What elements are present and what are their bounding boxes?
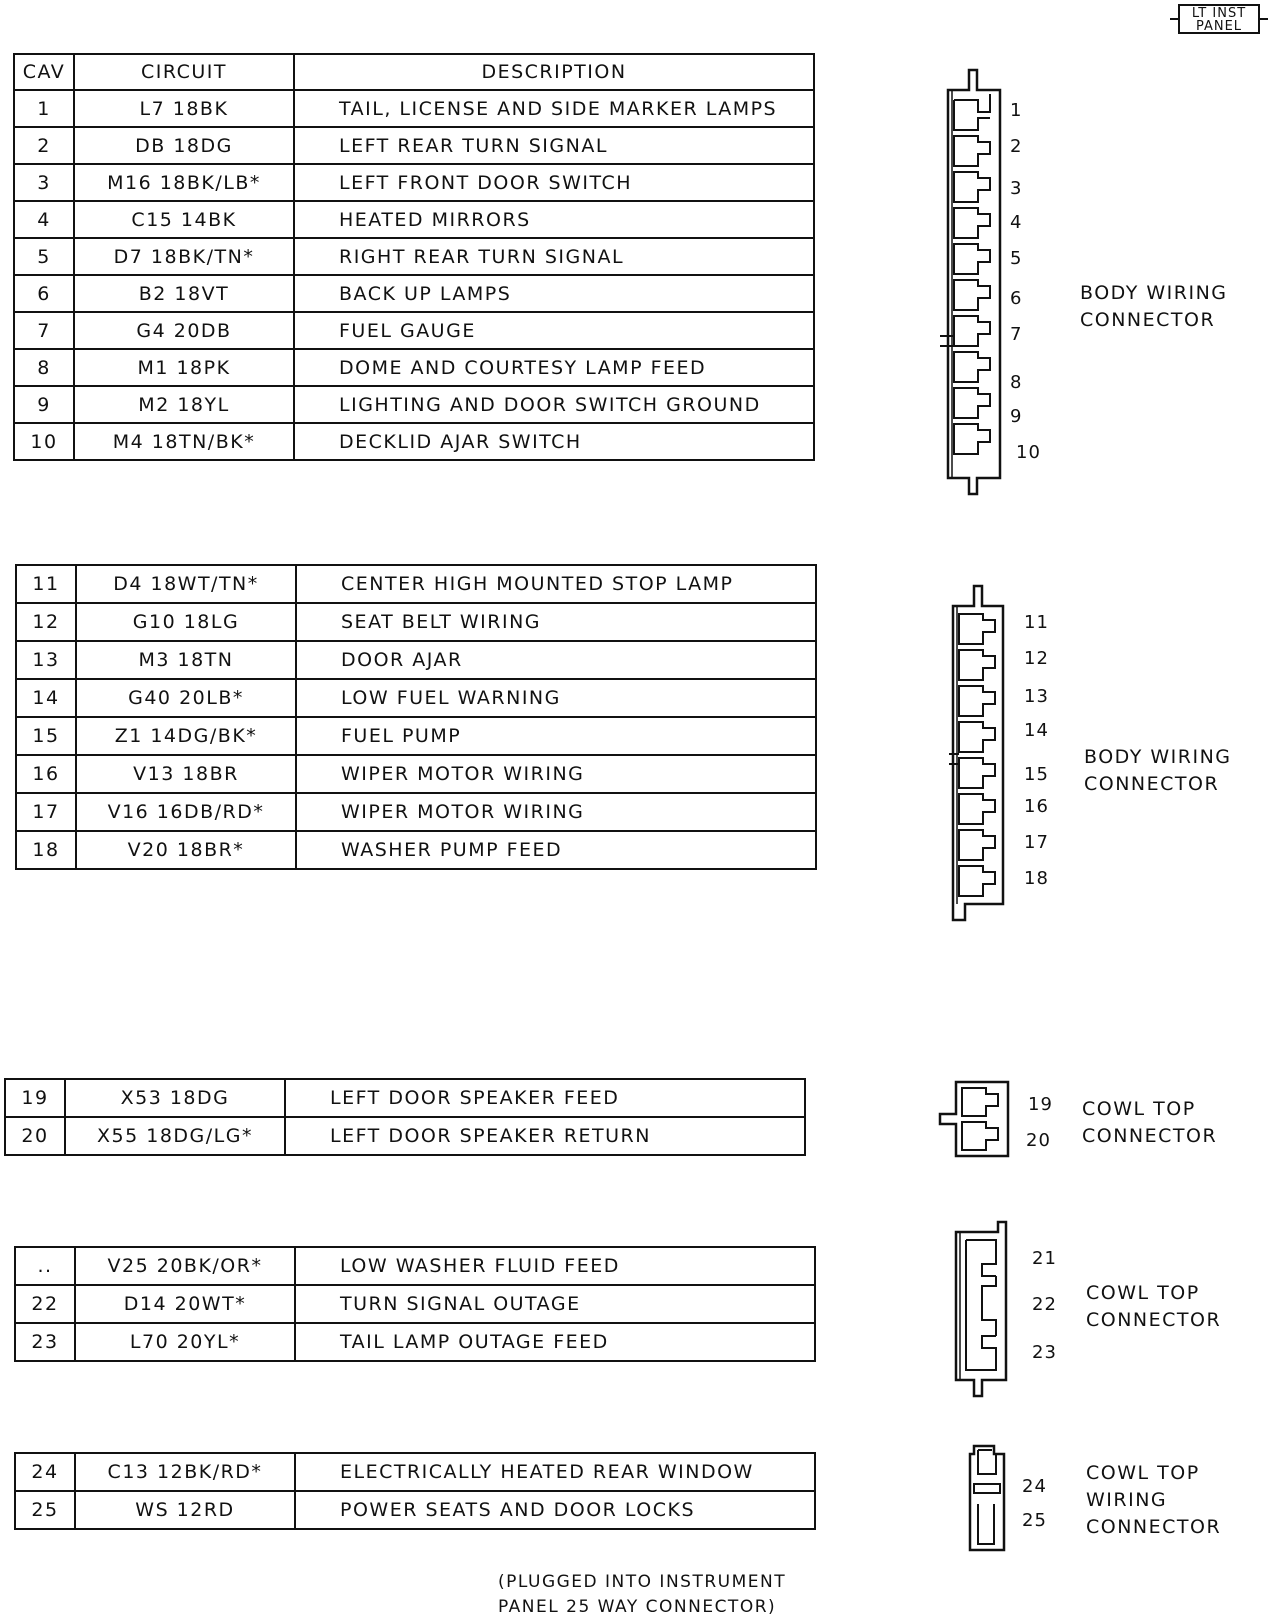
circuit-cell: M16 18BK/LB* — [74, 164, 294, 201]
circuit-cell: V25 20BK/OR* — [75, 1247, 295, 1285]
cav-cell: 16 — [16, 755, 76, 793]
pin-label-23: 23 — [1032, 1342, 1057, 1363]
description-cell: SEAT BELT WIRING — [296, 603, 816, 641]
description-cell: FUEL PUMP — [296, 717, 816, 755]
body-wiring-connector-1-diagram — [940, 68, 1010, 498]
circuit-cell: C13 12BK/RD* — [75, 1453, 295, 1491]
connector-label — [1084, 744, 1232, 798]
pin-label-14: 14 — [1024, 720, 1049, 741]
table-body-wiring-1 — [13, 53, 815, 461]
table-row — [15, 1247, 815, 1285]
circuit-cell: M2 18YL — [74, 386, 294, 423]
table-row — [16, 641, 816, 679]
tag-line-right — [1260, 18, 1268, 20]
table-row — [14, 164, 814, 201]
connector-label — [1086, 1280, 1221, 1334]
circuit-cell: D7 18BK/TN* — [74, 238, 294, 275]
table-cowl-top-2 — [14, 1246, 816, 1362]
circuit-cell: G40 20LB* — [76, 679, 296, 717]
table-row — [15, 1491, 815, 1529]
cav-cell: 1 — [14, 90, 74, 127]
pin-label-15: 15 — [1024, 764, 1049, 785]
cav-cell: 10 — [14, 423, 74, 460]
cav-cell: 25 — [15, 1491, 75, 1529]
table-row — [14, 312, 814, 349]
table-row — [16, 717, 816, 755]
pin-label-1: 1 — [1010, 100, 1023, 121]
pin-label-18: 18 — [1024, 868, 1049, 889]
table-row — [5, 1079, 805, 1117]
description-cell: DOOR AJAR — [296, 641, 816, 679]
cav-cell: 17 — [16, 793, 76, 831]
pin-label-19: 19 — [1028, 1094, 1053, 1115]
table-header-row — [14, 54, 814, 90]
pin-label-9: 9 — [1010, 406, 1023, 427]
description-cell: LIGHTING AND DOOR SWITCH GROUND — [294, 386, 814, 423]
table-row — [14, 127, 814, 164]
pin-label-10: 10 — [1016, 442, 1041, 463]
circuit-cell: V16 16DB/RD* — [76, 793, 296, 831]
table-row — [16, 793, 816, 831]
header-circuit: CIRCUIT — [74, 54, 294, 90]
cav-cell: 13 — [16, 641, 76, 679]
description-cell: BACK UP LAMPS — [294, 275, 814, 312]
table-row — [15, 1285, 815, 1323]
description-cell: LOW WASHER FLUID FEED — [295, 1247, 815, 1285]
table-row — [16, 755, 816, 793]
table-row — [15, 1453, 815, 1491]
description-cell: CENTER HIGH MOUNTED STOP LAMP — [296, 565, 816, 603]
circuit-cell: WS 12RD — [75, 1491, 295, 1529]
table-cowl-top-wiring — [14, 1452, 816, 1530]
header-description: DESCRIPTION — [294, 54, 814, 90]
table-row — [16, 831, 816, 869]
table-row — [14, 349, 814, 386]
pin-label-3: 3 — [1010, 178, 1023, 199]
description-cell: FUEL GAUGE — [294, 312, 814, 349]
pin-label-21: 21 — [1032, 1248, 1057, 1269]
cav-cell: 18 — [16, 831, 76, 869]
circuit-cell: M3 18TN — [76, 641, 296, 679]
cav-cell: 22 — [15, 1285, 75, 1323]
circuit-cell: G4 20DB — [74, 312, 294, 349]
table-row — [14, 386, 814, 423]
table-row — [15, 1323, 815, 1361]
description-cell: TAIL LAMP OUTAGE FEED — [295, 1323, 815, 1361]
description-cell: ELECTRICALLY HEATED REAR WINDOW — [295, 1453, 815, 1491]
cav-cell: 19 — [5, 1079, 65, 1117]
description-cell: RIGHT REAR TURN SIGNAL — [294, 238, 814, 275]
circuit-cell: Z1 14DG/BK* — [76, 717, 296, 755]
cav-cell: 7 — [14, 312, 74, 349]
cav-cell: 14 — [16, 679, 76, 717]
connector-label-line: CONNECTOR — [1086, 1516, 1222, 1538]
cav-cell: 6 — [14, 275, 74, 312]
cav-cell: .. — [15, 1247, 75, 1285]
description-cell: WASHER PUMP FEED — [296, 831, 816, 869]
pin-label-24: 24 — [1022, 1476, 1047, 1497]
cowl-top-connector-2-diagram — [952, 1220, 1022, 1400]
connector-label — [1082, 1096, 1217, 1150]
pin-label-8: 8 — [1010, 372, 1023, 393]
pin-label-17: 17 — [1024, 832, 1049, 853]
table-row — [16, 565, 816, 603]
description-cell: LEFT DOOR SPEAKER RETURN — [285, 1117, 805, 1155]
connector-label-line: COWL TOP — [1086, 1282, 1200, 1304]
pin-label-16: 16 — [1024, 796, 1049, 817]
pin-label-12: 12 — [1024, 648, 1049, 669]
circuit-cell: M4 18TN/BK* — [74, 423, 294, 460]
lt-inst-panel-tag — [1178, 4, 1260, 34]
circuit-cell: D4 18WT/TN* — [76, 565, 296, 603]
circuit-cell: DB 18DG — [74, 127, 294, 164]
table-row — [14, 275, 814, 312]
pin-label-13: 13 — [1024, 686, 1049, 707]
cav-cell: 11 — [16, 565, 76, 603]
circuit-cell: V20 18BR* — [76, 831, 296, 869]
table-row — [16, 603, 816, 641]
pin-label-5: 5 — [1010, 248, 1023, 269]
cav-cell: 9 — [14, 386, 74, 423]
description-cell: LEFT REAR TURN SIGNAL — [294, 127, 814, 164]
pin-label-2: 2 — [1010, 136, 1023, 157]
cav-cell: 23 — [15, 1323, 75, 1361]
circuit-cell: M1 18PK — [74, 349, 294, 386]
connector-label-line: CONNECTOR — [1086, 1309, 1222, 1331]
cav-cell: 8 — [14, 349, 74, 386]
cav-cell: 24 — [15, 1453, 75, 1491]
cav-cell: 5 — [14, 238, 74, 275]
cav-cell: 3 — [14, 164, 74, 201]
table-row — [14, 423, 814, 460]
description-cell: TAIL, LICENSE AND SIDE MARKER LAMPS — [294, 90, 814, 127]
tag-line-2: PANEL — [1195, 19, 1243, 34]
footnote-line: PANEL 25 WAY CONNECTOR) — [498, 1597, 777, 1617]
circuit-cell: L7 18BK — [74, 90, 294, 127]
description-cell: DECKLID AJAR SWITCH — [294, 423, 814, 460]
description-cell: WIPER MOTOR WIRING — [296, 793, 816, 831]
connector-label-line: BODY WIRING — [1084, 746, 1232, 768]
circuit-cell: L70 20YL* — [75, 1323, 295, 1361]
pin-label-11: 11 — [1024, 612, 1049, 633]
description-cell: LEFT FRONT DOOR SWITCH — [294, 164, 814, 201]
description-cell: TURN SIGNAL OUTAGE — [295, 1285, 815, 1323]
connector-label-line: CONNECTOR — [1082, 1125, 1218, 1147]
pin-label-22: 22 — [1032, 1294, 1057, 1315]
table-row — [14, 90, 814, 127]
description-cell: HEATED MIRRORS — [294, 201, 814, 238]
circuit-cell: D14 20WT* — [75, 1285, 295, 1323]
tag-line-1: LT INST — [1191, 6, 1247, 21]
table-cowl-top-1 — [4, 1078, 806, 1156]
description-cell: POWER SEATS AND DOOR LOCKS — [295, 1491, 815, 1529]
pin-label-7: 7 — [1010, 324, 1023, 345]
connector-label-line: COWL TOP — [1082, 1098, 1196, 1120]
connector-label-line: WIRING — [1086, 1489, 1168, 1511]
connector-label-line: CONNECTOR — [1084, 773, 1220, 795]
circuit-cell: V13 18BR — [76, 755, 296, 793]
description-cell: DOME AND COURTESY LAMP FEED — [294, 349, 814, 386]
pin-label-4: 4 — [1010, 212, 1023, 233]
header-cav: CAV — [14, 54, 74, 90]
pin-label-20: 20 — [1026, 1130, 1051, 1151]
description-cell: LEFT DOOR SPEAKER FEED — [285, 1079, 805, 1117]
footnote-line: (PLUGGED INTO INSTRUMENT — [498, 1572, 787, 1592]
table-row — [14, 238, 814, 275]
pin-label-6: 6 — [1010, 288, 1023, 309]
circuit-cell: G10 18LG — [76, 603, 296, 641]
connector-label — [1080, 280, 1228, 334]
connector-label-line: CONNECTOR — [1080, 309, 1216, 331]
cowl-top-connector-1-diagram — [938, 1080, 1018, 1160]
table-body-wiring-2 — [15, 564, 817, 870]
description-cell: WIPER MOTOR WIRING — [296, 755, 816, 793]
cav-cell: 2 — [14, 127, 74, 164]
connector-label-line: BODY WIRING — [1080, 282, 1228, 304]
table-row — [14, 201, 814, 238]
cav-cell: 12 — [16, 603, 76, 641]
connector-label — [1086, 1460, 1221, 1541]
description-cell: LOW FUEL WARNING — [296, 679, 816, 717]
pin-label-25: 25 — [1022, 1510, 1047, 1531]
cav-cell: 4 — [14, 201, 74, 238]
connector-label-line: COWL TOP — [1086, 1462, 1200, 1484]
cav-cell: 20 — [5, 1117, 65, 1155]
circuit-cell: C15 14BK — [74, 201, 294, 238]
footnote — [498, 1570, 786, 1620]
circuit-cell: X55 18DG/LG* — [65, 1117, 285, 1155]
tag-line-left — [1170, 18, 1178, 20]
cowl-top-wiring-connector-diagram — [966, 1444, 1016, 1554]
body-wiring-connector-2-diagram — [945, 584, 1015, 924]
table-row — [5, 1117, 805, 1155]
circuit-cell: X53 18DG — [65, 1079, 285, 1117]
circuit-cell: B2 18VT — [74, 275, 294, 312]
table-row — [16, 679, 816, 717]
cav-cell: 15 — [16, 717, 76, 755]
